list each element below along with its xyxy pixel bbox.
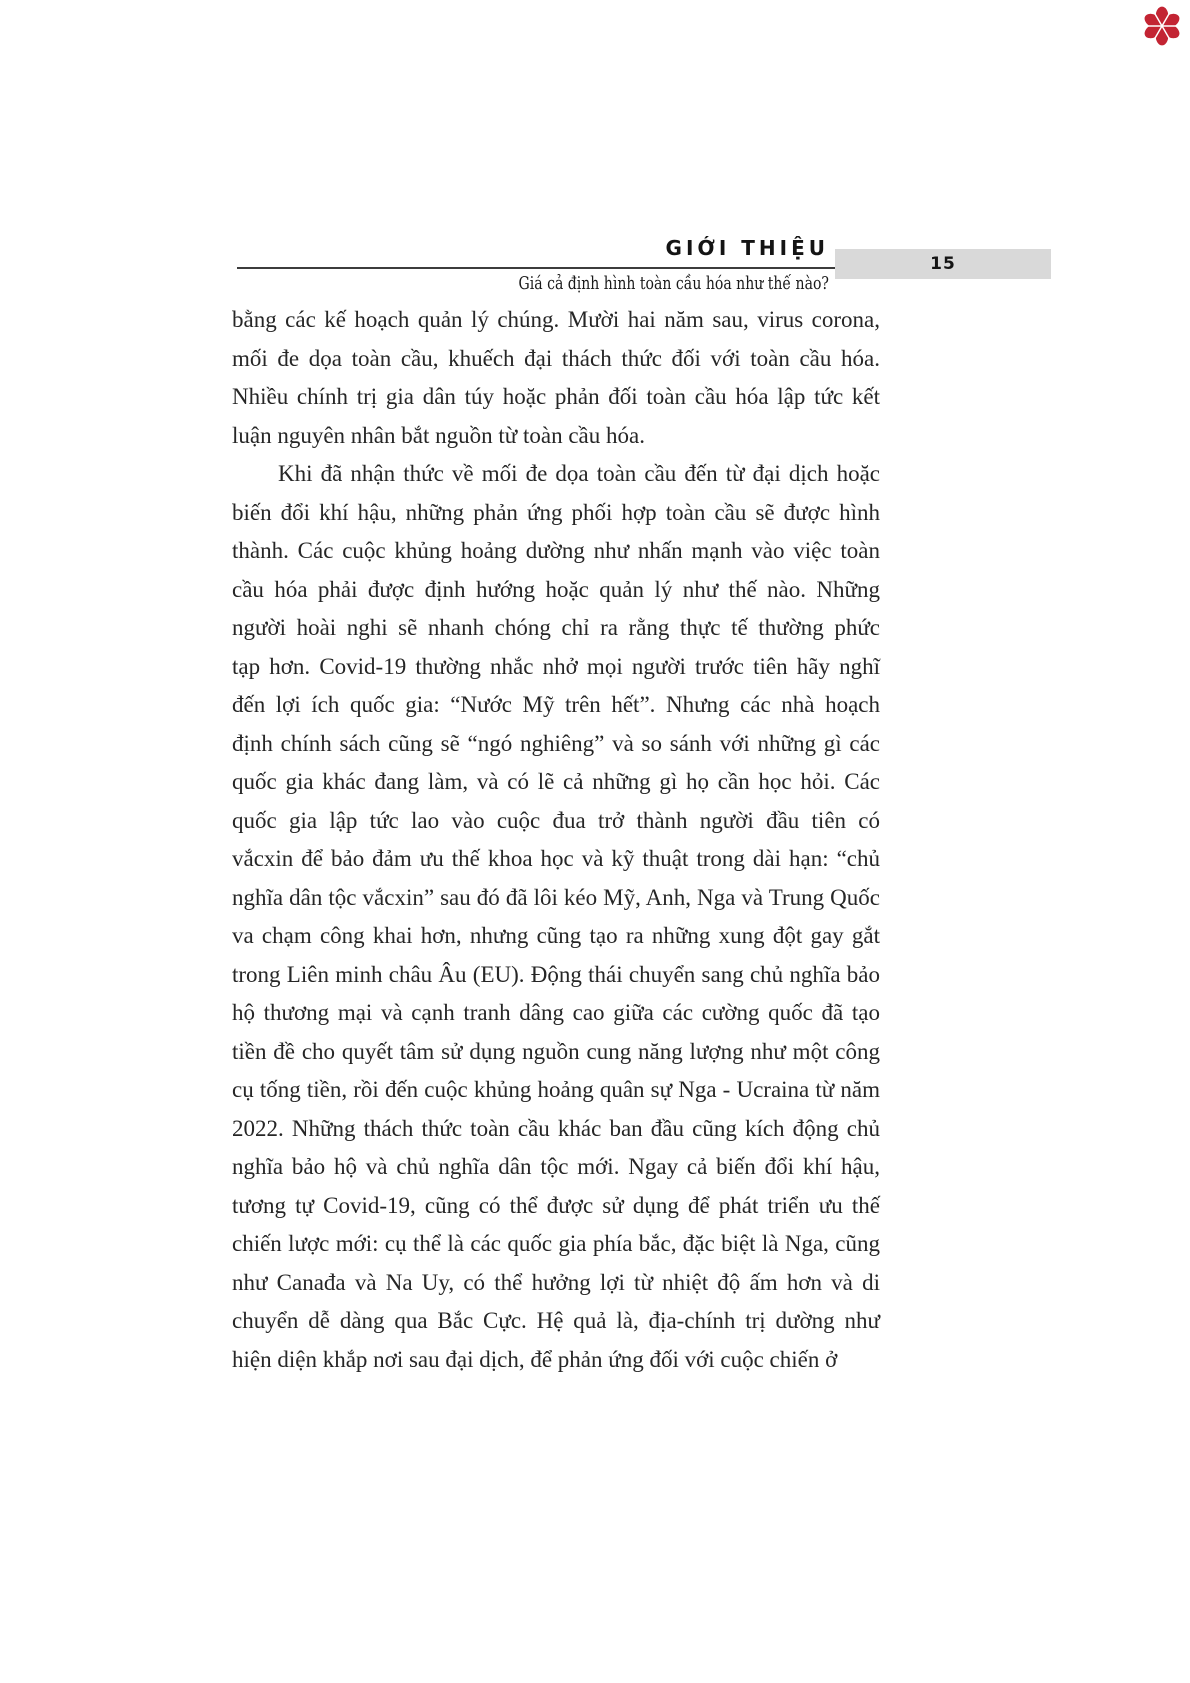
chapter-title: GIỚI THIỆU	[665, 236, 829, 260]
flower-asterisk-icon	[1141, 5, 1183, 47]
body-text-line: quốc gia lập tức lao vào cuộc đua trở thành người đầu tiên có	[232, 807, 880, 833]
body-text-line: tương tự Covid-19, cũng có thể được sử dụng để phát triển ưu thế	[232, 1192, 880, 1218]
page-number-box	[835, 249, 1051, 279]
body-text-line: bằng các kế hoạch quản lý chúng. Mười hai năm sau, virus corona,	[232, 307, 880, 332]
body-text-line: quốc gia khác đang làm, và có lẽ cả những gì họ cần học hỏi. Các	[232, 769, 880, 794]
body-text-line: chuyển dễ dàng qua Bắc Cực. Hệ quả là, địa-chính trị dường như	[232, 1308, 880, 1333]
body-text-line: cụ tống tiền, rồi đến cuộc khủng hoảng quân sự Nga - Ucraina từ năm	[232, 1077, 880, 1102]
chapter-subtitle: Giá cả định hình toàn cầu hóa như thế nào?	[518, 273, 829, 294]
body-text-line: va chạm công khai hơn, nhưng cũng tạo ra những xung đột gay gắt	[232, 923, 880, 948]
body-text-line: vắcxin để bảo đảm ưu thế khoa học và kỹ thuật trong dài hạn: “chủ	[232, 846, 880, 871]
body-text-line: biến đổi khí hậu, những phản ứng phối hợp toàn cầu sẽ được hình	[232, 499, 880, 525]
body-text-line: hộ thương mại và cạnh tranh dâng cao giữa các cường quốc đã tạo	[232, 1000, 880, 1025]
body-text-line: Khi đã nhận thức về mối đe dọa toàn cầu đến từ đại dịch hoặc	[278, 461, 880, 486]
body-text-line: hiện diện khắp nơi sau đại dịch, để phản ứng đối với cuộc chiến ở	[232, 1346, 838, 1372]
body-text-line: chiến lược mới: cụ thể là các quốc gia phía bắc, đặc biệt là Nga, cũng	[232, 1231, 880, 1256]
body-text-line: người hoài nghi sẽ nhanh chóng chỉ ra rằng thực tế thường phức	[232, 615, 880, 640]
body-text-line: như Canađa và Na Uy, có thể hưởng lợi từ nhiệt độ ấm hơn và di	[232, 1269, 880, 1295]
body-text-line: tiền đề cho quyết tâm sử dụng nguồn cung năng lượng như một công	[232, 1038, 880, 1064]
body-text-line: thành. Các cuộc khủng hoảng dường như nhấn mạnh vào việc toàn	[232, 538, 880, 563]
body-text-line: tạp hơn. Covid-19 thường nhắc nhở mọi người trước tiên hãy nghĩ	[232, 653, 880, 679]
body-text-line: cầu hóa phải được định hướng hoặc quản lý như thế nào. Những	[232, 576, 880, 602]
body-text-line: nghĩa dân tộc vắcxin” sau đó đã lôi kéo Mỹ, Anh, Nga và Trung Quốc	[232, 884, 880, 910]
body-text-line: định chính sách cũng sẽ “ngó nghiêng” và so sánh với những gì các	[232, 730, 880, 756]
body-text-line: mối đe dọa toàn cầu, khuếch đại thách thức đối với toàn cầu hóa.	[232, 345, 880, 371]
body-text-line: trong Liên minh châu Âu (EU). Động thái chuyển sang chủ nghĩa bảo	[232, 961, 880, 987]
body-text-line: đến lợi ích quốc gia: “Nước Mỹ trên hết”. Nhưng các nhà hoạch	[232, 692, 880, 717]
body-text-line: Nhiều chính trị gia dân túy hoặc phản đối toàn cầu hóa lập tức kết	[232, 384, 880, 409]
body-text-line: luận nguyên nhân bắt nguồn từ toàn cầu hóa.	[232, 422, 645, 448]
body-text-line: 2022. Những thách thức toàn cầu khác ban đầu cũng kích động chủ	[232, 1115, 880, 1141]
chapter-subtitle-row	[237, 273, 829, 294]
page-number: 15	[930, 254, 956, 274]
body-text-line: nghĩa bảo hộ và chủ nghĩa dân tộc mới. Ngay cả biến đổi khí hậu,	[232, 1154, 880, 1179]
body-text	[232, 301, 880, 1379]
header-rule	[237, 267, 835, 269]
